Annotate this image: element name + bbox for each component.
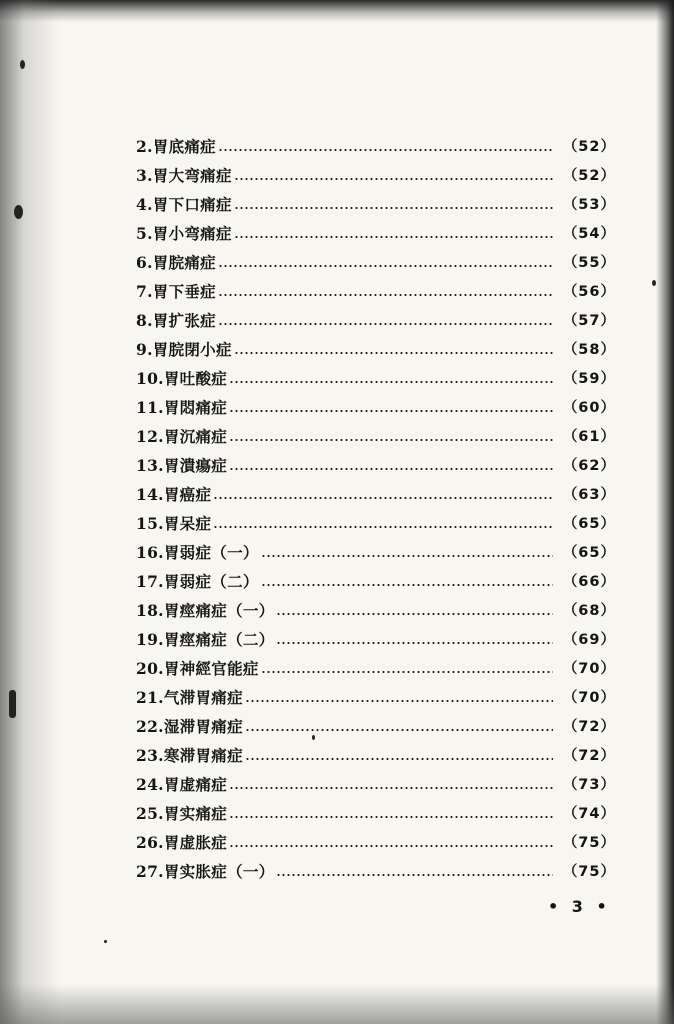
toc-entry-title: 25.胃实痛症 xyxy=(136,803,228,823)
toc-entry-page: （75） xyxy=(562,864,616,880)
toc-entry-page: （53） xyxy=(562,197,616,213)
dot-leader xyxy=(218,149,553,151)
dot-leader xyxy=(245,700,553,702)
toc-entry xyxy=(136,450,616,479)
toc-entry-page: （72） xyxy=(562,719,616,735)
toc-entry xyxy=(136,798,616,827)
toc-entry xyxy=(136,653,616,682)
toc-entry-title: 3.胃大弯痛症 xyxy=(136,165,232,185)
toc-entry-title: 10.胃吐酸症 xyxy=(136,368,228,388)
toc-entry xyxy=(136,334,616,363)
toc-entry xyxy=(136,711,616,740)
table-of-contents xyxy=(136,131,616,885)
toc-entry xyxy=(136,537,616,566)
toc-entry-title: 7.胃下垂症 xyxy=(136,281,216,301)
dot-leader xyxy=(234,178,553,180)
toc-entry-page: （73） xyxy=(562,777,616,793)
scan-shadow-left xyxy=(0,0,60,1024)
toc-entry-title: 15.胃呆症 xyxy=(136,513,212,533)
toc-entry xyxy=(136,827,616,856)
toc-entry-page: （56） xyxy=(562,284,616,300)
scan-shadow-bottom xyxy=(0,984,674,1024)
toc-entry-page: （58） xyxy=(562,342,616,358)
toc-entry-page: （62） xyxy=(562,458,616,474)
toc-entry-title: 14.胃癌症 xyxy=(136,484,212,504)
toc-entry-title: 20.胃神經官能症 xyxy=(136,658,259,678)
toc-entry-page: （52） xyxy=(562,168,616,184)
toc-entry-page: （54） xyxy=(562,226,616,242)
toc-entry-title: 9.胃脘閉小症 xyxy=(136,339,232,359)
toc-entry xyxy=(136,624,616,653)
dot-leader xyxy=(276,642,552,644)
toc-entry-page: （65） xyxy=(562,545,616,561)
toc-entry xyxy=(136,682,616,711)
dot-leader xyxy=(261,671,553,673)
scan-speck xyxy=(652,280,656,286)
scan-shadow-right xyxy=(656,0,674,1024)
scan-shadow-top xyxy=(0,0,674,22)
toc-entry-page: （70） xyxy=(562,661,616,677)
dot-leader xyxy=(218,294,553,296)
toc-entry xyxy=(136,363,616,392)
dot-leader xyxy=(276,613,552,615)
toc-entry xyxy=(136,131,616,160)
scan-speck xyxy=(14,205,23,219)
toc-entry xyxy=(136,566,616,595)
toc-entry-title: 18.胃痙痛症（一） xyxy=(136,600,275,620)
toc-entry-page: （63） xyxy=(562,487,616,503)
toc-entry xyxy=(136,595,616,624)
scan-speck xyxy=(9,690,16,718)
toc-entry-page: （68） xyxy=(562,603,616,619)
toc-entry-title: 6.胃脘痛症 xyxy=(136,252,216,272)
dot-leader xyxy=(229,816,553,818)
toc-entry-page: （52） xyxy=(562,139,616,155)
toc-entry xyxy=(136,160,616,189)
toc-entry-page: （57） xyxy=(562,313,616,329)
toc-entry xyxy=(136,218,616,247)
toc-entry xyxy=(136,740,616,769)
toc-entry-title: 4.胃下口痛症 xyxy=(136,194,232,214)
scan-speck xyxy=(20,60,25,69)
toc-entry-page: （66） xyxy=(562,574,616,590)
toc-entry-page: （69） xyxy=(562,632,616,648)
dot-leader xyxy=(229,410,553,412)
toc-entry-title: 19.胃痙痛症（二） xyxy=(136,629,275,649)
dot-leader xyxy=(213,497,553,499)
toc-entry xyxy=(136,479,616,508)
toc-entry-title: 16.胃弱症（一） xyxy=(136,542,259,562)
scan-speck xyxy=(104,940,107,943)
dot-leader xyxy=(234,236,553,238)
dot-leader xyxy=(245,758,553,760)
toc-entry xyxy=(136,305,616,334)
toc-entry-page: （74） xyxy=(562,806,616,822)
toc-entry xyxy=(136,392,616,421)
dot-leader xyxy=(261,584,553,586)
toc-entry-title: 13.胃潰瘍症 xyxy=(136,455,228,475)
dot-leader xyxy=(229,381,553,383)
toc-entry-title: 22.湿滞胃痛症 xyxy=(136,716,243,736)
dot-leader xyxy=(229,439,553,441)
toc-entry-title: 26.胃虚胀症 xyxy=(136,832,228,852)
dot-leader xyxy=(261,555,553,557)
dot-leader xyxy=(229,845,553,847)
toc-entry-title: 11.胃悶痛症 xyxy=(136,397,228,417)
toc-entry-page: （61） xyxy=(562,429,616,445)
toc-entry xyxy=(136,508,616,537)
toc-entry-page: （72） xyxy=(562,748,616,764)
dot-leader xyxy=(234,352,553,354)
toc-entry-title: 17.胃弱症（二） xyxy=(136,571,259,591)
toc-entry xyxy=(136,247,616,276)
toc-entry xyxy=(136,769,616,798)
dot-leader xyxy=(213,526,553,528)
dot-leader xyxy=(276,874,552,876)
toc-entry-page: （70） xyxy=(562,690,616,706)
toc-entry-page: （60） xyxy=(562,400,616,416)
toc-entry xyxy=(136,276,616,305)
toc-entry-title: 5.胃小弯痛症 xyxy=(136,223,232,243)
toc-entry-title: 24.胃虚痛症 xyxy=(136,774,228,794)
toc-entry-page: （65） xyxy=(562,516,616,532)
dot-leader xyxy=(218,323,553,325)
dot-leader xyxy=(245,729,553,731)
toc-entry-page: （75） xyxy=(562,835,616,851)
toc-entry-title: 21.气滞胃痛症 xyxy=(136,687,243,707)
toc-entry-page: （55） xyxy=(562,255,616,271)
dot-leader xyxy=(229,468,553,470)
dot-leader xyxy=(234,207,553,209)
toc-entry xyxy=(136,189,616,218)
toc-entry-title: 23.寒滞胃痛症 xyxy=(136,745,243,765)
toc-entry-title: 12.胃沉痛症 xyxy=(136,426,228,446)
toc-entry-title: 2.胃底痛症 xyxy=(136,136,216,156)
toc-entry xyxy=(136,856,616,885)
dot-leader xyxy=(218,265,553,267)
toc-entry xyxy=(136,421,616,450)
page-number: • 3 • xyxy=(548,897,611,916)
toc-entry-title: 27.胃实胀症（一） xyxy=(136,861,275,881)
toc-entry-title: 8.胃扩张症 xyxy=(136,310,216,330)
dot-leader xyxy=(229,787,553,789)
toc-entry-page: （59） xyxy=(562,371,616,387)
